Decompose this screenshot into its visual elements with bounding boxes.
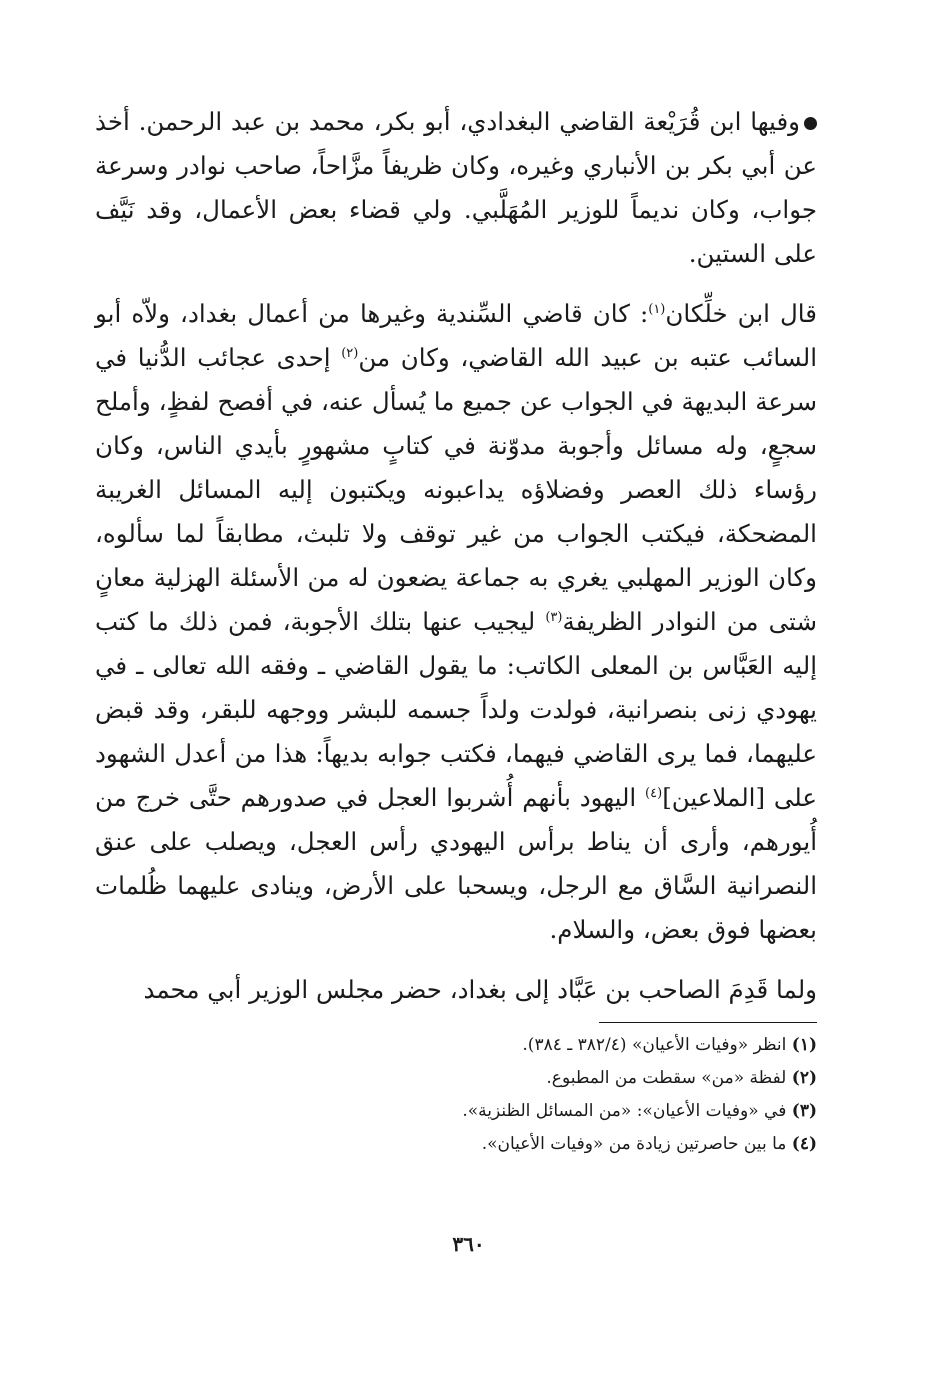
footnote-item [95,1062,817,1095]
footnote-item [95,1029,817,1062]
footnotes [95,1029,817,1161]
paragraph-1 [95,100,817,276]
paragraph-1-text: وفيها ابن قُرَيْعة القاضي البغدادي، أبو بكر، محمد بن عبد الرحمن. أخذ عن أبي بكر بن الأنباري وغيره، وكان ظريفاً مزَّاحاً، صاحب نوادر وسرعة جواب، وكان نديماً للوزير المُهَلَّبي. ولي قضاء بعض الأعمال، وقد نَيَّف على الستين. [95,107,817,268]
paragraph-3 [95,968,817,1012]
footnote-item [95,1128,817,1161]
paragraph-2-text-c: إحدى عجائب الدُّنيا في سرعة البديهة في الجواب عن جميع ما يُسأل عنه، في أفصح لفظٍ، وأملح سجعٍ، وله مسائل وأجوبة مدوّنة في كتابٍ مشهورٍ بأيدي الناس، وكان رؤساء ذلك العصر وفضلاؤه يداعبونه ويكتبون إليه المسائل الغريبة المضحكة، فيكتب الجواب من غير توقف ولا تلبث، مطابقاً لما سألوه، وكان الوزير المهلبي يغري به جماعة يضعون له من الأسئلة الهزلية معانٍ شتى من النوادر الظريفة [95,343,817,636]
footnote-ref-2: (٢) [341,345,359,361]
footnote-separator [599,1022,817,1023]
footnote-number: (٤) [791,1134,817,1154]
paragraph-2-text-a: قال ابن خلِّكان [665,299,817,328]
bullet-icon [804,117,817,130]
footnote-ref-1: (١) [648,301,666,317]
footnote-number: (٢) [791,1068,817,1088]
footnote-item [95,1095,817,1128]
page-body [95,100,817,1161]
footnote-text: لفظة «من» سقطت من المطبوع. [546,1068,792,1088]
paragraph-2-text-e: اليهود بأنهم أُشربوا العجل في صدورهم حتَّى خرج من أُيورهم، وأرى أن يناط برأس اليهودي رأس العجل، ويصلب على عنق النصرانية السَّاق مع الرجل، ويسحبا على الأرض، وينادى عليهما ظُلمات بعضها فوق بعض، والسلام. [95,783,817,944]
page-number: ٣٦٠ [452,1232,485,1256]
paragraph-2-text-d: ليجيب عنها بتلك الأجوبة، فمن ذلك ما كتب إليه العَبَّاس بن المعلى الكاتب: ما يقول القاضي ـ وفقه الله تعالى ـ في يهودي زنى بنصرانية، فولدت ولداً جسمه للبشر ووجهه للبقر، وقد قبض عليهما، فما يرى القاضي فيهما، فكتب جوابه بديهاً: هذا من أعدل الشهود على [الملاعين] [95,607,817,812]
footnote-ref-4: (٤) [645,785,663,801]
paragraph-3-text: ولما قَدِمَ الصاحب بن عَبَّاد إلى بغداد، حضر مجلس الوزير أبي محمد [143,975,817,1004]
paragraph-2-text-b: : كان قاضي السِّندية وغيرها من أعمال بغداد، ولاّه أبو السائب عتبه بن عبيد الله القاضي، وكان من [95,299,817,372]
footnote-number: (١) [791,1035,817,1055]
footnote-number: (٣) [791,1101,817,1121]
paragraph-2 [95,292,817,952]
footnote-text: في «وفيات الأعيان»: «من المسائل الظنزية». [462,1101,792,1121]
footnote-text: ما بين حاصرتين زيادة من «وفيات الأعيان». [481,1134,792,1154]
footnote-text: انظر «وفيات الأعيان» (٣٨٢/٤ ـ ٣٨٤). [522,1035,792,1055]
footnote-ref-3: (٣) [545,609,563,625]
